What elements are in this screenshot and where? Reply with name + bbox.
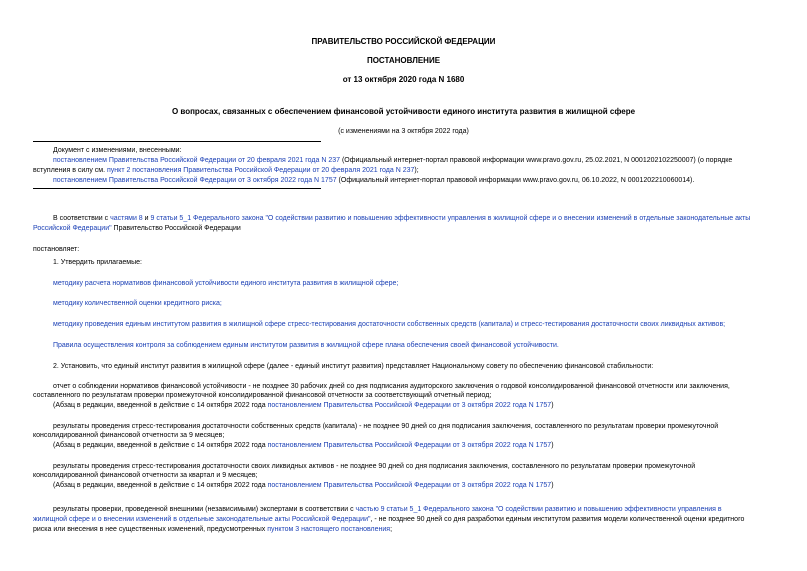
rules-link[interactable]: Правила осуществления контроля за соблюдением единым институтом развития в жилищной сфере плана обеспечения своей финансовой устойчивости. (53, 342, 559, 349)
point-2-d-line2: жилищной сфере и о внесении изменений в отдельные законодательные акты Российской Федерации", - не позднее 90 дней со дня разработки единым институтом развития модели количественной оценки кредитного (33, 516, 745, 523)
point-1: 1. Утвердить прилагаемые: (53, 259, 142, 266)
point-2-b-line2: консолидированной финансовой отчетности за 9 месяцев; (33, 432, 225, 439)
decree-word: постановляет: (33, 246, 80, 253)
preamble-cont: Российской Федерации" Правительство Российской Федерации (33, 225, 241, 232)
law-link-rf[interactable]: Российской Федерации" (33, 225, 112, 232)
point-2-a-line1: отчет о соблюдении нормативов финансовой устойчивости - не позднее 30 рабочих дней со дня подписания аудиторского заключения о годовой консолидированной финансовой отчетности или заключения, (53, 383, 730, 390)
edit-link-a[interactable]: постановлением Правительства Российской Федерации от 3 октября 2022 года N 1757 (267, 402, 552, 409)
law-link-rf-d[interactable]: жилищной сфере и о внесении изменений в отдельные законодательные акты Российской Федерации" (33, 516, 371, 523)
changes-item-1-cont: вступления в силу см. пункт 2 постановления Правительства Российской Федерации от 20 февраля 2021 года N 237); (33, 167, 419, 174)
edit-note-c: (Абзац в редакции, введенной в действие с 14 октября 2022 года постановлением Правительства Российской Федерации от 3 октября 2022 года N 1757) (53, 482, 554, 489)
document-title: О вопросах, связанных с обеспечением финансовой устойчивости единого института развития в жилищной сфере (171, 107, 636, 116)
point-3-link[interactable]: пунктом 3 настоящего постановления (267, 526, 391, 533)
amendment-link-1757[interactable]: постановлением Правительства Российской Федерации от 3 октября 2022 года N 1757 (53, 177, 337, 184)
revision-note: (с изменениями на 3 октября 2022 года) (338, 128, 469, 135)
point-2-d-line3: риска или внесения в нее существенных изменений, предусмотренных пунктом 3 настоящего постановления; (33, 526, 393, 533)
method-link-1[interactable]: методику расчета нормативов финансовой устойчивости единого института развития в жилищной сфере; (53, 280, 399, 287)
method-link-3[interactable]: методику проведения единым институтом развития в жилищной сфере стресс-тестирования достаточности собственных средств (капитала) и стресс-тестирования достаточности своих ликвидных активов; (53, 321, 726, 328)
point-2-b-line1: результаты проведения стресс-тестирования достаточности собственных средств (капитала) - не позднее 90 дней со дня подписания заключения, составленного по результатам проверки промежуточной (53, 423, 719, 430)
point-2-c-line2: консолидированной финансовой отчетности за квартал и 9 месяцев; (33, 472, 258, 479)
edit-link-b[interactable]: постановлением Правительства Российской Федерации от 3 октября 2022 года N 1757 (267, 442, 552, 449)
amendment-link-237-p2[interactable]: пункт 2 постановления Правительства Российской Федерации от 20 февраля 2021 года N 237 (107, 167, 415, 174)
document-date: от 13 октября 2020 года N 1680 (342, 75, 465, 84)
divider-top (33, 141, 321, 142)
edit-note-b: (Абзац в редакции, введенной в действие с 14 октября 2022 года постановлением Правительства Российской Федерации от 3 октября 2022 года N 1757) (53, 442, 554, 449)
changes-intro: Документ с изменениями, внесенными: (53, 147, 182, 154)
changes-item-2: постановлением Правительства Российской Федерации от 3 октября 2022 года N 1757 (Официальный интернет-портал правовой информации www.pravo.gov.ru, 06.10.2022, N 0001202210060014). (53, 177, 695, 184)
point-2-d-line1: результаты проверки, проведенной внешними (независимыми) экспертами в соответствии с частью 9 статьи 5_1 Федерального закона "О содействии развитию и повышению эффективности управления в (53, 506, 722, 513)
method-link-2[interactable]: методику количественной оценки кредитного риска; (53, 300, 222, 307)
edit-note-a: (Абзац в редакции, введенной в действие с 14 октября 2022 года постановлением Правительства Российской Федерации от 3 октября 2022 года N 1757) (53, 402, 554, 409)
divider-bottom (33, 188, 321, 189)
government-name: ПРАВИТЕЛЬСТВО РОССИЙСКОЙ ФЕДЕРАЦИИ (311, 37, 496, 46)
point-2-c-line1: результаты проведения стресс-тестирования достаточности своих ликвидных активов - не позднее 90 дней со дня подписания заключения, составленного по результатам проверки промежуточной (53, 463, 696, 470)
amendment-link-237[interactable]: постановлением Правительства Российской Федерации от 20 февраля 2021 года N 237 (53, 157, 340, 164)
point-2-a-line2: составленного по результатам проверки промежуточной консолидированной финансовой отчетности за соответствующий отчетный период; (33, 392, 492, 399)
changes-item-1: постановлением Правительства Российской Федерации от 20 февраля 2021 года N 237 (Официальный интернет-портал правовой информации www.pravo.gov.ru, 25.02.2021, N 0001202102250007) (о порядке (53, 157, 733, 164)
edit-link-c[interactable]: постановлением Правительства Российской Федерации от 3 октября 2022 года N 1757 (267, 482, 552, 489)
law-link-part9-d[interactable]: частью 9 статьи 5_1 Федерального закона "О содействии развитию и повышению эффективности управления в (355, 506, 722, 513)
point-2: 2. Установить, что единый институт развития в жилищной сфере (далее - единый институт развития) представляет Национальному совету по обеспечению финансовой стабильности: (53, 363, 654, 370)
preamble: В соответствии с частями 8 и 9 статьи 5_1 Федерального закона "О содействии развитию и повышению эффективности управления в жилищной сфере и о внесении изменений в отдельные законодательные акты (53, 215, 751, 222)
law-link-part8[interactable]: частями 8 (110, 215, 143, 222)
document-type: ПОСТАНОВЛЕНИЕ (366, 56, 441, 65)
law-link-part9[interactable]: 9 статьи 5_1 Федерального закона "О содействии развитию и повышению эффективности управления в жилищной сфере и о внесении изменений в отдельные законодательные акты (150, 215, 751, 222)
